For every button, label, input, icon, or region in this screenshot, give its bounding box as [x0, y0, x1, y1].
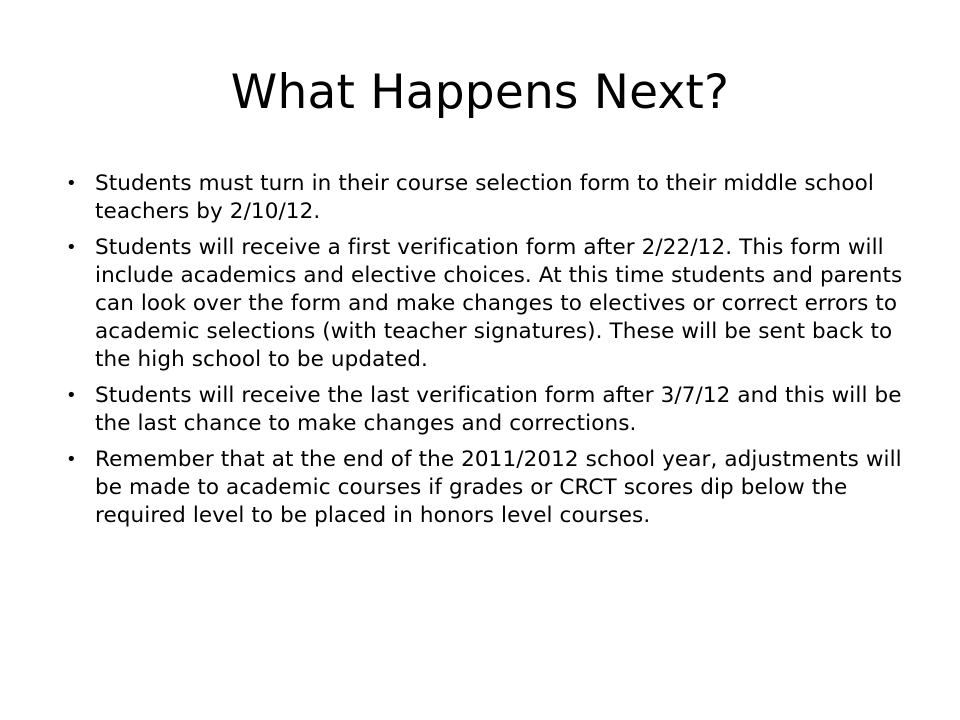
bullet-icon: • — [66, 385, 77, 406]
bullet-text: Students will receive a first verification form after 2/22/12. This form will include academics and elective choices. At this time students and parents can look over the form and make changes to electives or correct errors to academic selections (with teacher signatures). These will be sent back to the high school to be updated. — [95, 235, 903, 372]
slide-title: What Happens Next? — [230, 65, 730, 120]
bullet-item — [66, 446, 912, 530]
bullet-text: Students must turn in their course selection form to their middle school teachers by 2/10/12. — [95, 171, 874, 224]
bullet-item — [66, 234, 912, 374]
bullet-icon: • — [66, 449, 77, 470]
bullet-item — [66, 382, 912, 438]
bullet-list — [66, 170, 912, 538]
bullet-item — [66, 170, 912, 226]
bullet-text: Remember that at the end of the 2011/2012 school year, adjustments will be made to academic courses if grades or CRCT scores dip below the required level to be placed in honors level courses. — [95, 447, 902, 528]
bullet-icon: • — [66, 173, 77, 194]
bullet-text: Students will receive the last verification form after 3/7/12 and this will be the last chance to make changes and corrections. — [95, 383, 902, 436]
bullet-icon: • — [66, 237, 77, 258]
